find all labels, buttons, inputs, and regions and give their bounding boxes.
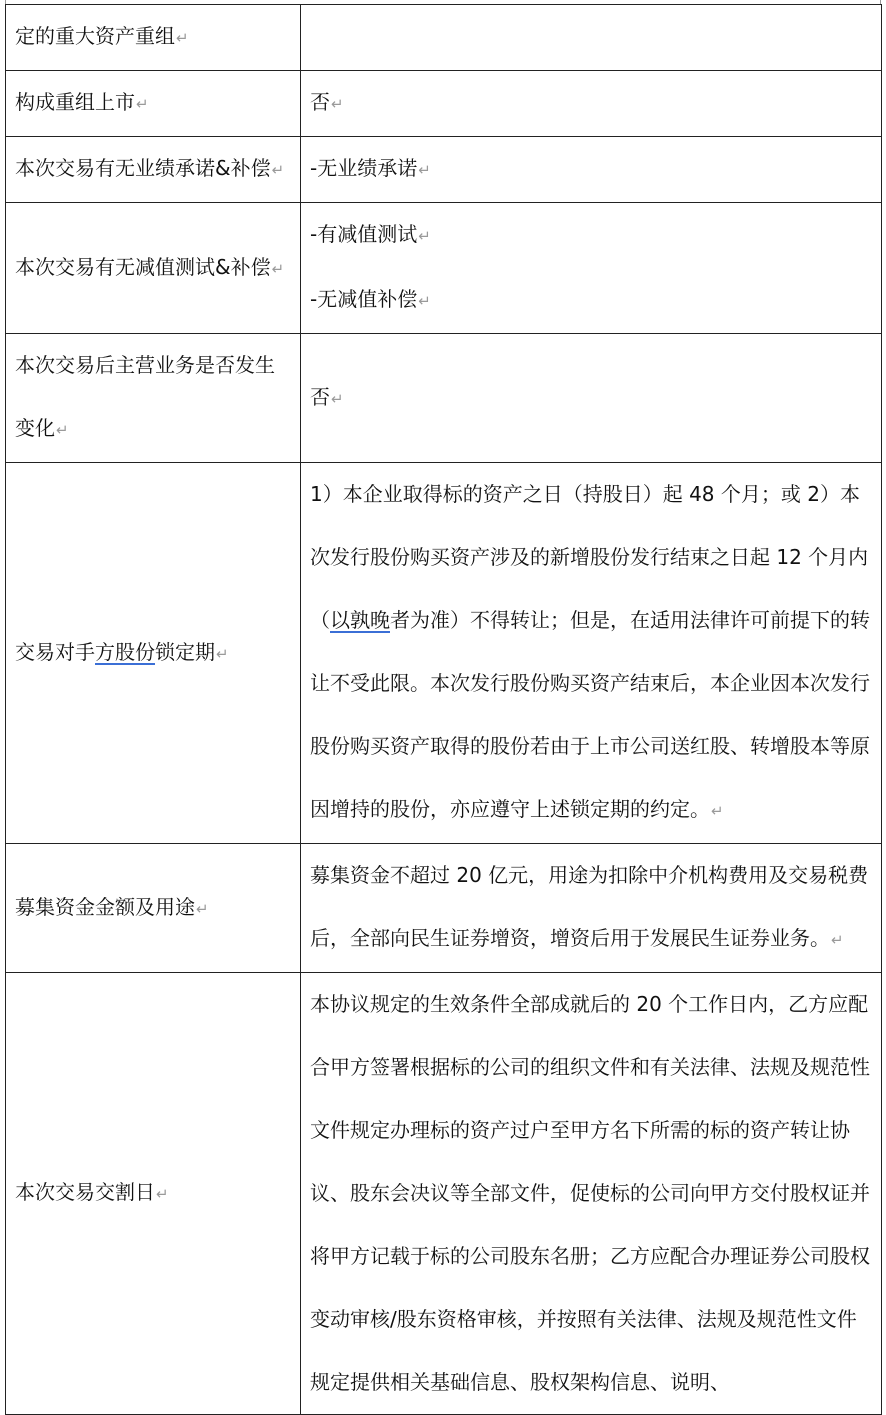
row-label-cell: [6, 5, 301, 71]
row-value-cell: [301, 844, 882, 973]
row-label: 构成重组上市: [15, 90, 135, 114]
row-label-cell: [6, 334, 301, 463]
paragraph-mark-icon: ↵: [56, 421, 69, 439]
row-value: 否: [310, 384, 330, 409]
paragraph-mark-icon: ↵: [271, 161, 285, 179]
row-label-cell: [6, 463, 301, 844]
paragraph-mark-icon: ↵: [196, 899, 209, 918]
row-label: 锁定期: [155, 639, 215, 664]
row-value-cell: [301, 463, 882, 844]
row-label-cell: [6, 973, 301, 1415]
row-value-cell: [301, 203, 882, 334]
row-label: 募集资金金额及用途: [15, 894, 195, 919]
paragraph-mark-icon: ↵: [176, 29, 189, 47]
row-value-cell: [301, 334, 882, 463]
row-label-cell: [6, 844, 301, 973]
paragraph-mark-icon: ↵: [271, 259, 285, 278]
paragraph-mark-icon: ↵: [331, 95, 344, 113]
row-value: -无业绩承诺: [310, 156, 418, 180]
row-label-cell: [6, 203, 301, 334]
row-value-cell: [301, 137, 882, 203]
paragraph-mark-icon: ↵: [418, 292, 431, 310]
row-label-cell: [6, 71, 301, 137]
paragraph-mark-icon: ↵: [331, 389, 344, 408]
paragraph-mark-icon: ↵: [216, 644, 229, 663]
table-row: [6, 463, 882, 844]
transaction-terms-table: [5, 4, 882, 1415]
table-row: [6, 5, 882, 71]
paragraph-mark-icon: ↵: [418, 227, 431, 245]
paragraph-mark-icon: ↵: [136, 95, 149, 113]
row-label: 本次交易有无减值测试&补偿: [15, 254, 271, 279]
row-value-cell: [301, 71, 882, 137]
table-row: [6, 203, 882, 334]
spellcheck-underline: 方股份: [95, 639, 155, 664]
row-label: 本次交易交割日: [15, 1180, 155, 1204]
table-row: [6, 844, 882, 973]
row-value: 否: [310, 90, 330, 114]
row-value-paragraph: [310, 203, 872, 268]
row-label: 本次交易后主营业务是否发生变化: [15, 353, 275, 440]
row-label: 本次交易有无业绩承诺&补偿: [15, 156, 271, 180]
paragraph-mark-icon: ↵: [156, 1185, 169, 1203]
paragraph-mark-icon: ↵: [418, 161, 431, 179]
row-label: 交易对手: [15, 639, 95, 664]
row-label: 定的重大资产重组: [15, 24, 175, 48]
row-value: 者为准）不得转让；但是，在适用法律许可前提下的转让不受此限。本次发行股份购买资产结束后，本企业因本次发行股份购买资产取得的股份若由于上市公司送红股、转增股本等原因增持的股份，亦应遵守上述锁定期的约定。: [310, 608, 870, 821]
row-value: -有减值测试: [310, 222, 418, 246]
row-value: 本协议规定的生效条件全部成就后的 20 个工作日内，乙方应配合甲方签署根据标的公司的组织文件和有关法律、法规及规范性文件规定办理标的资产过户至甲方名下所需的标的资产转让协议、股东会决议等全部文件，促使标的公司向甲方交付股权证并将甲方记载于标的公司股东名册；乙方应配合办理证券公司股权变动审核/股东资格审核，并按照有关法律、法规及规范性文件规定提供相关基础信息、股权架构信息、说明、: [310, 992, 870, 1394]
row-value: -无减值补偿: [310, 287, 418, 311]
row-value-paragraph: [310, 268, 872, 333]
row-value-cell: [301, 973, 882, 1415]
row-value: 1）本企业取得标的资产之日（持股日）起 48 个月；或 2）本次发行股份购买资产涉及的新增股份发行结束之日起 12 个月内（: [310, 482, 869, 632]
table-row: [6, 137, 882, 203]
spellcheck-underline: 以孰晚: [330, 608, 390, 632]
paragraph-mark-icon: ↵: [711, 802, 724, 820]
row-value: 募集资金不超过 20 亿元，用途为扣除中介机构费用及交易税费后，全部向民生证券增资，增资后用于发展民生证券业务。: [310, 863, 869, 950]
paragraph-mark-icon: ↵: [831, 931, 844, 949]
table-row: [6, 334, 882, 463]
row-value-cell: [301, 5, 882, 71]
table-row: [6, 973, 882, 1415]
row-label-cell: [6, 137, 301, 203]
table-row: [6, 71, 882, 137]
